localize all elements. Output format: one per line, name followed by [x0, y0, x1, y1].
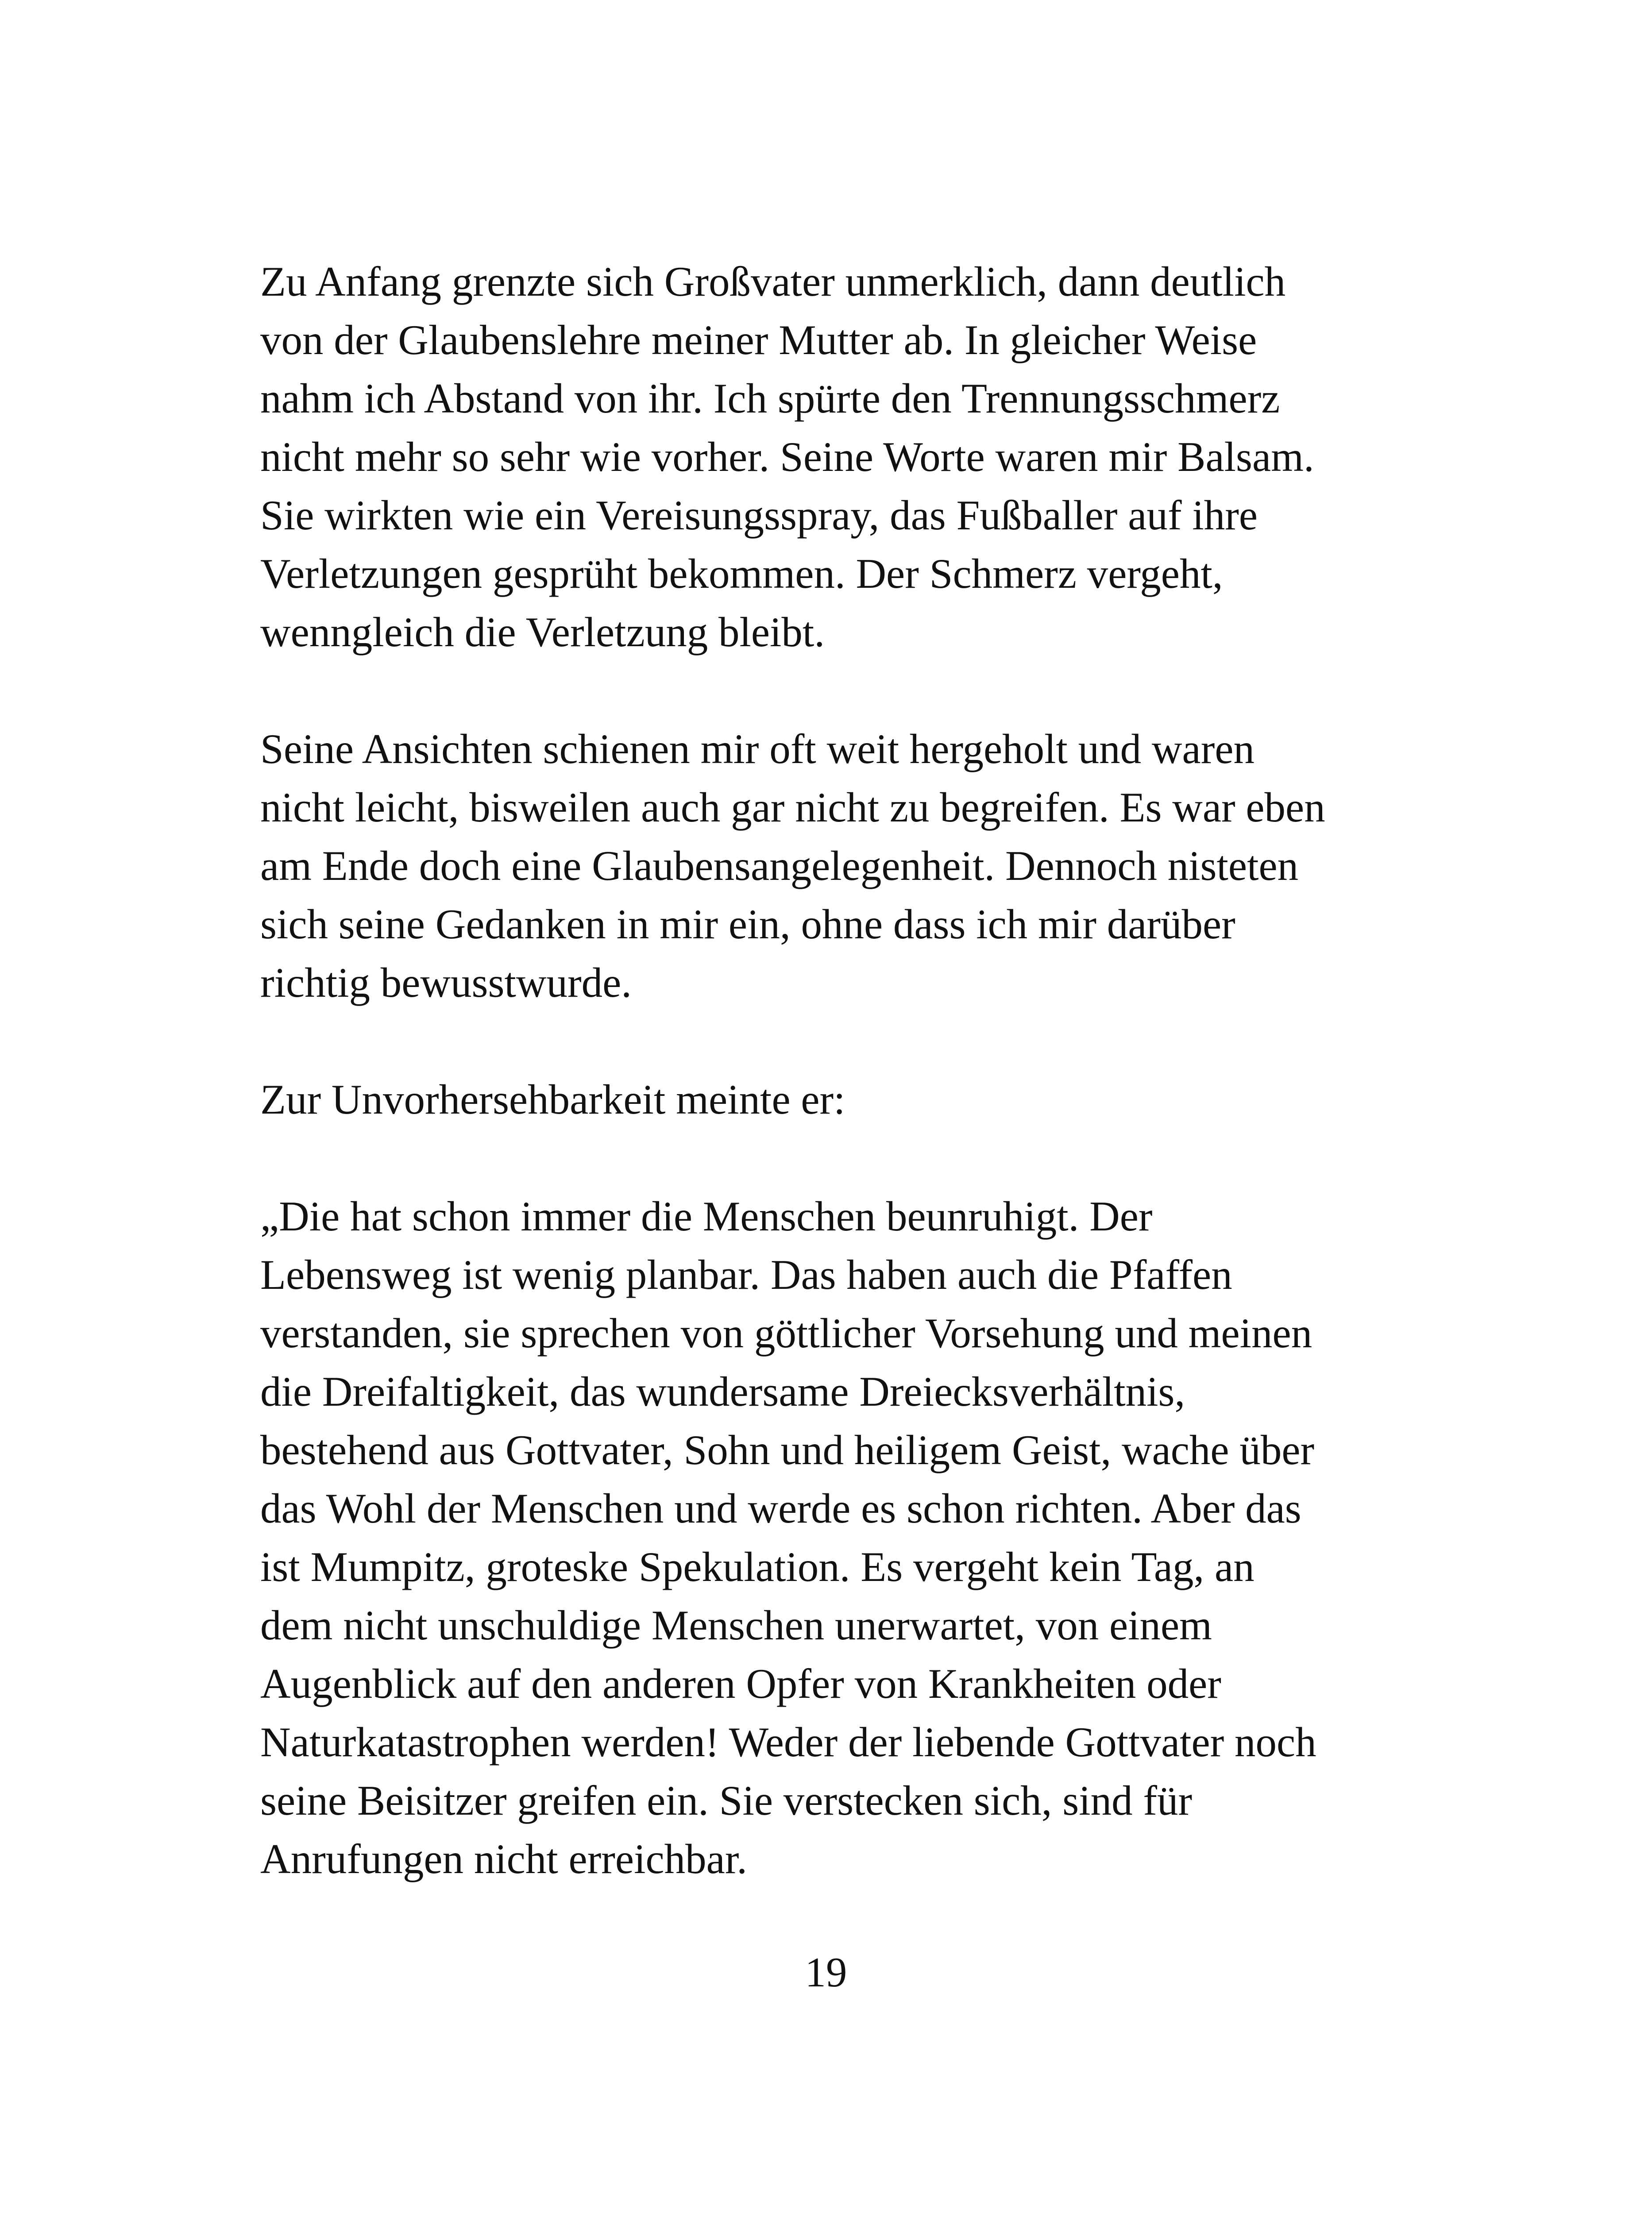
text-line: Zur Unvorhersehbarkeit meinte er:	[260, 1076, 845, 1123]
text-line: am Ende doch eine Glaubensangelegenheit. Dennoch nisteten	[260, 842, 1299, 889]
paragraph-3	[260, 1070, 1393, 1129]
text-line: Sie wirkten wie ein Vereisungsspray, das Fußballer auf ihre	[260, 492, 1258, 539]
text-line: nicht leicht, bisweilen auch gar nicht zu begreifen. Es war eben	[260, 784, 1325, 831]
paragraph-2	[260, 720, 1393, 1012]
page-number: 19	[805, 1949, 847, 1996]
text-line: das Wohl der Menschen und werde es schon richten. Aber das	[260, 1485, 1301, 1532]
text-line: Naturkatastrophen werden! Weder der liebende Gottvater noch	[260, 1719, 1316, 1766]
text-line: Zu Anfang grenzte sich Großvater unmerklich, dann deutlich	[260, 258, 1286, 305]
text-line: dem nicht unschuldige Menschen unerwartet, von einem	[260, 1602, 1212, 1649]
paragraph-1	[260, 252, 1393, 661]
text-line: ist Mumpitz, groteske Spekulation. Es vergeht kein Tag, an	[260, 1543, 1254, 1590]
text-line: „Die hat schon immer die Menschen beunruhigt. Der	[260, 1193, 1153, 1240]
text-line: verstanden, sie sprechen von göttlicher Vorsehung und meinen	[260, 1310, 1312, 1357]
text-line: bestehend aus Gottvater, Sohn und heiligem Geist, wache über	[260, 1426, 1315, 1473]
text-line: sich seine Gedanken in mir ein, ohne dass ich mir darüber	[260, 901, 1235, 948]
text-line: Augenblick auf den anderen Opfer von Krankheiten oder	[260, 1660, 1221, 1707]
text-line: Anrufungen nicht erreichbar.	[260, 1835, 747, 1882]
text-line: Verletzungen gesprüht bekommen. Der Schmerz vergeht,	[260, 550, 1223, 597]
text-line: Lebensweg ist wenig planbar. Das haben auch die Pfaffen	[260, 1251, 1232, 1298]
text-line: richtig bewusstwurde.	[260, 959, 632, 1006]
text-line: wenngleich die Verletzung bleibt.	[260, 609, 825, 655]
text-line: Seine Ansichten schienen mir oft weit hergeholt und waren	[260, 725, 1254, 772]
paragraph-4	[260, 1187, 1393, 1888]
body-text	[260, 252, 1393, 1947]
text-line: nahm ich Abstand von ihr. Ich spürte den Trennungsschmerz	[260, 375, 1280, 422]
text-line: nicht mehr so sehr wie vorher. Seine Worte waren mir Balsam.	[260, 433, 1314, 480]
text-line: von der Glaubenslehre meiner Mutter ab. In gleicher Weise	[260, 316, 1257, 363]
text-line: die Dreifaltigkeit, das wundersame Dreiecksverhältnis,	[260, 1368, 1185, 1415]
text-line: seine Beisitzer greifen ein. Sie verstecken sich, sind für	[260, 1777, 1193, 1824]
